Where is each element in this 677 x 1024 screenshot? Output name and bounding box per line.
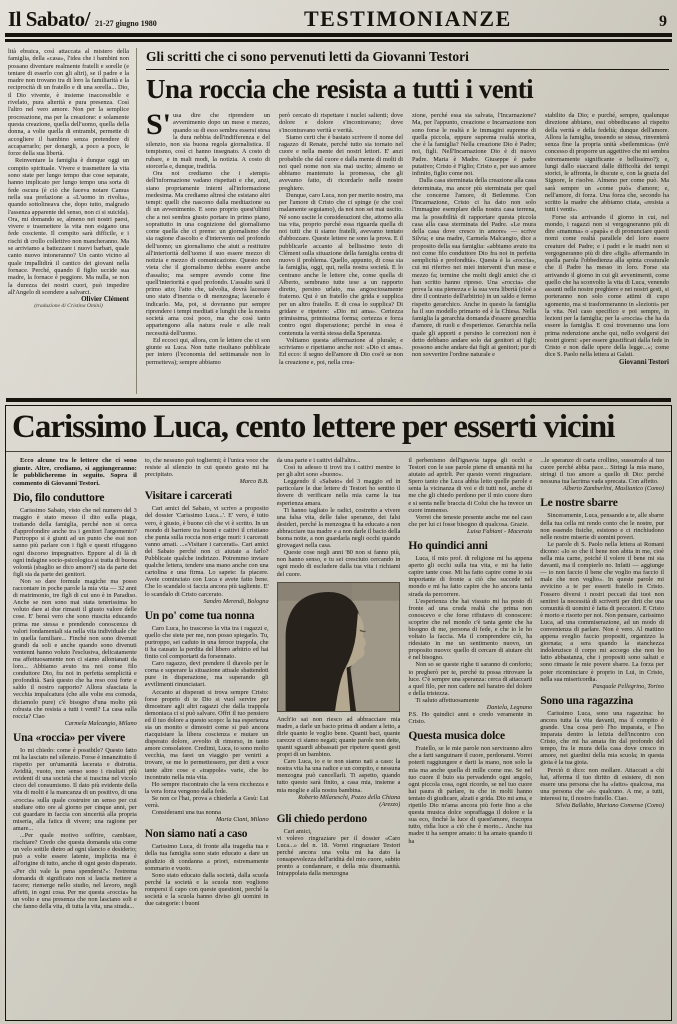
article-column: [146, 112, 270, 394]
letters-column: [277, 457, 401, 1007]
letter-paragraph: Vorrei che teneste presente anche me nel caso che per lui ci fosse bisogno di qualcosa. Grazie.: [408, 513, 533, 528]
masthead-section-title: TESTIMONIANZE: [303, 6, 512, 31]
letter-signature: Sandro Merendi, Bologna: [203, 597, 269, 605]
letter-signature: Luisa Fabiani - Macerata: [466, 527, 533, 535]
letter-subhead: Sono una ragazzina: [540, 694, 634, 707]
article-paragraph: Siamo certi che è bastato scrivere il nome del ragazzo di Renate, perché tutto sia tornato nel cuore e nella mente dei nostri lettori. E' anzi probabile che dal cuore e dalla mente di molti di noi quel nome non sia mai uscito; almeno se abbiamo mantenuto la promessa, che gli avevamo fatto, di ricordarlo nelle nostre preghiere.: [279, 133, 403, 192]
letter-paragraph: Sono stato educato dalla società, dalla scuola perché la società e la scuola non vogliono rompersi il capo con queste questioni, perché la società e la scuola hanno diviso gli uomini in due categorie: i buoni: [144, 871, 269, 908]
letter-paragraph: to, che nessuno può togliermi; è l'unica voce che resiste al silenzio in cui questo gesto mi ha precipitato.: [144, 457, 269, 479]
letter-signature: Carmela Malcangio, Milano: [64, 719, 137, 727]
letter-subhead: Questa musica dolce: [408, 730, 505, 743]
letter-paragraph: vi volevo ringraziare per il dossier «Caro Luca...» del n. 18. Vorrei ringraziare Testori perché ancora una volta mi ha dato la consapevolezza dell'aridità del mio cuore, subito pronto a condannare, e della mia disumanità. Intrappolata dalla menzogna: [276, 834, 401, 878]
drop-cap: S': [146, 112, 172, 141]
letter-paragraph: Caro Luca, io e te non siamo nati a caso: la nostra vita ha una radice e un compito, e nessuna menzogna può cancellarli. Ti aspetto, quando tutto questo sarà finito, a casa mia, insieme a mia moglie e alla nostra bambina.: [276, 758, 401, 794]
letter-paragraph: Queste cose negli anni '80 non si fanno più, non hanno senso, e tu sei cresciuto cercando in ogni modo di escludere dalla tua vita i richiami del cuore.: [276, 549, 401, 578]
article-paragraph: Dunque, caro Luca, non per merito nostro, ma per l'amore di Cristo che ci spinge (e che così malamente seguiamo), da noi non sei mai uscito. Né sono uscite le considerazioni che, attorno alla tua vita, proprio perché essa riguarda quella di noi tutti che ti siamo fratelli, avevamo tentato d'abbozzare. Queste lettere ne sono la prova. E il pubblicarle accanto al bellissimo testo di Clément sulla situazione della famiglia centra di nuovo il problema. Quello, appunto, di cosa sia la famiglia, oggi, qui, nella nostra società. E lo centrano anche le lettere che, come quella di Alberto, sembrano tutte tese a un rapporto diretto, persino urlato, ma angosciosamente fraterno. Qui è un fratello che grida e supplica per un altro fratello. E di cosa lo supplica? Di gridare e ripetere: «Dio mi ama». Certezza primissima, primissima forma; certezza e forza contro ogni disperazione; perché in essa è contenuta la verità stessa della Speranza.: [279, 191, 403, 337]
article-column: [545, 112, 669, 394]
clement-byline: Olivier Clément: [81, 295, 129, 304]
translation-note: (traduzione di Cristina Omini): [34, 303, 103, 310]
letters-headline: Carissimo Luca, cento lettere per esserti vicini: [6, 406, 671, 452]
luca-portrait-photo: [277, 582, 401, 712]
letter-paragraph: lità ebraica, così attaccata al mistero della famiglia, della «casa», l'idea che i bambini non possano diventare realmente fratelli e sorelle (e tentare di esserlo con gli altri), se il padre e la madre non trovano tra di loro la familiarità e la reciprocità di un fratello e di una sorella... Dio, il Dio vivente, è insieme inaccessibile e rivelato, pura alterità e pura presenza. Così l'altro nel vero amore. Non per la semplice procreazione, ma per la creazione: e solamente questa creazione, quella dell'uomo, quella della donna, a volte quella di entrambi, permette di accogliere il bambino senza pretendere di accaparrarlo; per donargli, a poco a poco, le forze della sua libertà.: [8, 48, 129, 158]
letter-subhead: Una «roccia» per vivere: [13, 731, 125, 744]
letter-paragraph: Fratello, se le mie parole non serviranno altro che a farti sanguinare il cuore, perdonami. Vorrei poterti raggiungere e darti la mano, non solo la mia ma anche quella di mille come me. Se nel tuo cuore il buio sta pervadendo ogni angolo, ogni piccola cosa, ogni ricordo, se nel tuo cuore hai paura di parlare, tu che in molti hanno tentato di giudicare, alzati e grida. Dio mi ama, e ripetilo Dio m'ama ancora più forte fino a che questa musica dolce sopraffagga il dolore e la sua eco, finché la luce di quest'amore, riscopra tutto, ridìa luce a ciò che è morto... Anche tua madre ti ha sempre amato: ti ha amato quando ti ha: [408, 745, 533, 845]
article-column: [412, 112, 536, 394]
letter-paragraph: Luca, il mio prof. di religione mi ha appena aperto gli occhi sulla tua vita, e mi ha fatto capire tante cose. Mi ha fatto capire come io sia importante di fronte a ciò che succede nel mondo e mi ha fatto capire che ho ancora tanta strada da percorrere.: [408, 555, 533, 598]
article-paragraph: stabilito da Dio; e purché, sempre, qualunque direzione abbiano, essi obbediscano al rispetto della verità e della fedeltà; dunque dell'amore. Allora la famiglia, tessendo se stessa, rinventerà senza fine la propria unità «betlemmica» (m'è concesso di proporre un aggettivo che mi sembra estremamente significante e bellissimo?); e, lungi dallo staccarsi dalle difficoltà dei tempi storici, le affronta, le discute e, con la grazia del Signore, le risolve. Almeno per come può. Ma sarà sempre un «come può» d'amore; e, nell'amore, di forza. Una forza che, secondo ha scritto la madre che abbiamo citata, «resista a tutti i venti».: [545, 112, 669, 214]
letter-paragraph: P.S. Ho quindici anni e credo veramente in Cristo.: [408, 711, 533, 726]
letter-subhead: Le nostre sbarre: [540, 497, 618, 510]
letter-signature: Alberto Zamburlini, Maslianico (Como): [562, 485, 664, 493]
masthead: [0, 0, 677, 32]
letter-paragraph: Carissimo Luca, sono una ragazzina: ho ancora tutta la vita davanti, ma il compito è grande. Una cosa però l'ho imparata, e l'ho imparata dentro la letizia dell'incontro con Cristo, che mi ha amata fin dal profondo del tempo, fra le mura della casa dove cresco in amore, nei giardini della mia scuola; in questa gioia è la tua gioia.: [540, 709, 664, 767]
letter-paragraph: ...Per quale motivo soffrire, cambiare, rischiare? Credo che questa domanda stia come un velo sottile dietro ad ogni slancio e desiderio; può a volte essere latente, implicita ma è all'origine di tutto, anche di ogni gesto disperato. «Per chi vale la pena spendersi?»: l'estrema domanda di significato non si lascia mettere a tacere; riemerge nello studio, nel lavoro, negli affetti, in ogni cosa. Per me questa «roccia» ha un volto e una presenza che non lasciano soli e che fanno della vita, di tutta la vita, una strada...: [13, 832, 137, 910]
letter-signature: Roberto Milaneschi, Pozzo della Chiana (Arezzo): [298, 793, 401, 808]
letter-signature: Silvia Ballabio, Mariano Comense (Como): [555, 802, 664, 810]
letters-column: [145, 457, 269, 1007]
letter-paragraph: Carissimo Sabato, visto che nel numero del 3 maggio è stato messo il dito sulla piaga, trattando della famiglia, perché non si cerca d'approfondire anche tra i genitori l'argomento? Purtroppo si è giunti ad un punto che essi non sanno più parlare con i figli e questi rifuggono ogni discorso impegnativo. Eppure al di là di ogni indagine socio-psicologica si tratta di buona volontà (sbaglio se dico amore?) sia da parte dei figli sia da parte dei genitori.: [13, 507, 137, 578]
letter-paragraph: Anch'io sai non riesco ad abbracciare mia madre, a darle un bacio prima di andare a letto, a dirle quanto le voglio bene. Quanti baci, quante carezze ci siamo negati; quante parole non dette, quanti sguardi abbassati per ripetere questi gesti propri di un bambino.: [276, 715, 401, 759]
masthead-page-number: 9: [659, 13, 667, 30]
letter-paragraph: Sinceramente, Luca, pensando a te, alle sbarre della tua cella mi rendo conto che le nostre, pur non essendo fisiche, esistono e ci rinchiudono nelle nostre miserie di uomini poveri.: [540, 512, 664, 541]
letter-paragraph: Considerami una tua nonna: [151, 809, 221, 817]
letter-paragraph: Io mi chiedo: come è possibile? Questo fatto mi ha lasciato nel silenzio. Forse è innanzitutto il rispetto per un'umanità lacerata e distrutta. Avidità, vuoto, non senso sono i risultati più evidenti di una società che si trascina nel vicolo cieco del consumismo. Il dato più evidente della vita di molti è la mancanza di un positivo, di una «roccia» sulla quale costruire un senso per cui studiare otto ore al giorno per cinque anni, per cui guardare in faccia con sincerità alla propria miseria, alla fatica di vivere; una ragione per amare...: [13, 746, 137, 832]
article-paragraph: S' usa dire che riprendere un avvenimento dopo un mese e mezzo, quando su di esso sembra essersi stesa la dura nebbia dell'indifferenza e del silenzio, non sia buona regola giornalistica. Il tempismo, così ci hanno insegnato. A costo di rubare, e in mali modi, la notizia. A costo di storcerla e, dunque, tradirla.: [146, 112, 270, 170]
letter-paragraph: Ho sempre riscontrato che la vera ricchezza e la vera forza vengono dalla fede.: [144, 780, 269, 795]
article-paragraph: Ed eccoci qui, allora, con le lettere che ci son giunte su Luca. Non tutte risultano pubblicate per intero (l'economia del settimanale non lo permetteva); sempre abbiamo: [146, 336, 270, 366]
letter-paragraph: Perciò ti dico: non mollare. Attaccati a chi hai, afferma il tuo diritto di esistere, di non essere una persona che ha «fatto» qualcosa, ma una persona che «è» qualcuno. A me, a tutti, interessi tu, il nostro fratello. Ciao.: [540, 766, 664, 802]
letter-signature: Marco B.B.: [239, 478, 269, 486]
letter-paragraph: Leggendo il «Sabato» del 3 maggio ed in particolare le due lettere di Testori ho sentito il dovere di verificare nella mia carne la tua esperienza amara.: [276, 478, 401, 507]
article-paragraph: Forse sta arrivando il giorno in cui, nel mondo, i ragazzi non si vergogneranno più di dire «mamma» o «papà» e di pronunciare questi nomi come realtà parallele del loro essere creature del Padre; e i padri e le madri non si vergogneranno più di dire «figli» affermando in quella parola l'obbedienza alla spinta creaturale che il Padre ha messo in loro. Forse sta arrivando il giorno in cui gli avvenimenti, come quello che ha sconvolto la vita di Luca, venendo assunti nelle nostre preghiere e nei nostri gesti, si porteranno non solo come attimi di cupo sgomento, ma si trasformeranno in «lezioni» per la vita. Nel caso specifico e poi sempre, in lezioni per la famiglia; per la «roccia» che ha da essere la famiglia. E così troveranno una loro prima redenzione anche qui, nello svolgersi dei nostri giorni: «per essere giustificati dalla fede in Cristo e non dalle opere della legge...»; come dice S. Paolo nella lettera ai Galati.: [545, 213, 669, 359]
masthead-rule: [5, 33, 672, 42]
letter-subhead: Dio, filo conduttore: [13, 492, 105, 504]
letter-paragraph: Cari amici,: [283, 827, 312, 835]
letter-signature: Maria Ciani, Milano: [215, 816, 269, 824]
article-paragraph: però cercato di rispettare i nuclei salienti; dove dolore e dolore s'incontravano; dove s'incontravano verità e verità.: [279, 112, 403, 134]
letter-subhead: Ho quindici anni: [408, 540, 488, 553]
letters-column: [13, 457, 137, 1007]
letter-subhead: Gli chiedo perdono: [276, 812, 367, 825]
letter-paragraph: Ti saluto affettuosamente: [415, 696, 480, 704]
masthead-title: Il Sabato/: [8, 7, 90, 31]
letter-paragraph: L'esperienza che hai vissuto mi ha posto di fronte ad una cruda realtà che prima non conoscevo e che forse rifiutavo di conoscere: scoprire che nel mondo c'è tanta gente che ha bisogno di me, persona di fede, e che io le ho voltato la faccia. Ma il comprendere ciò, ha ridestato in me un sentimento nuovo, un proposito nuovo: quello di cercare di aiutare chi è nel bisogno.: [408, 597, 533, 662]
letter-paragraph: Non so dare formule magiche ma posso raccontare in poche parole la mia vita — 32 anni di matrimonio, tre figli di cui uno è in Paradiso. Anche se non sono mai stata tenerissima ho voluto dare ai due rimasti il giusto valore delle cose. E' bensì vero che sono riuscita educando prima me stessa e prendendo conoscenza di valori fondamentali sia nella vita individuale che in quella familiare... Finché non sono divenuti grandi da soli e anche quando sono divenuti ventenni hanno voluto l'esclusiva, delicatamente ma affettuosamente non ci siamo allontanati da loro... Abbiamo avuto tra noi come filo conduttore Dio, fra noi in perfetta semplicità e profondità. Sarà questo che ha reso così forte e saldo il nostro rapporto? Allora sfasciata la vecchia impalcatura (che alle volte era comoda, diciamolo pure) c'è bisogno d'una molto più robusta che resista a tutti i venti? La casa sulla roccia? Ciao: [13, 577, 137, 720]
letter-paragraph: Reinventare la famiglia è dunque oggi un compito spirituale. Vivere e trasmettere la vita sono state per lungo tempo due cose separate, hanno implicato per lungo tempo una sorta di fede oscura (è ciò che faceva notare Camus nella sua prefazione a «L'uomo in rivolta», quando sottolineava che, dopo tutto, malgrado l'assenza apparente del senso, non ci si suicida). Ora, mi domando se, almeno nei nostri paesi, vivere e trasmettere la vita non esigano una fede cosciente. Il compito sarà difficile, e i rischi di crollo collettivo non mancheranno. Ma se arriviamo a battezzare i nuovi barbari, quale canto nuovo intoneranno? Un canto vicino al quale impallidirà il cantico dei giovani nella fornace. Perché, quando il figlio uccide sua madre, la fornace è peggiore. Ma nulla, se non la durezza dei nostri cuori, può impedire all'Angelo di scendere a salvarci.: [8, 157, 129, 296]
article-kicker: Gli scritti che ci sono pervenuti letti da Giovanni Testori: [146, 48, 669, 70]
article-paragraph: Dalla casa sterminata della creazione alla casa determinata, ma ancor più sterminata per quel che concerne l'amore, di Betlemme. Con l'Incarnazione, Cristo ci ha dato non solo l'immagine esemplare della nostra casa terrena, ma la possibilità di rapportare questa piccola casa alla casa sterminata del Padre. «Le mura della casa dove cresco in amore» — scrive Silvia; e una madre, Carmela Malcangio, dice a proposito della sua famiglia: «abbiamo avuto tra noi come filo conduttore Dio fra noi in perfetta semplicità e profondità». Questa è la «roccia», cui mi riferivo nei miei interventi d'un mese e mezzo fa; termine che molti degli amici che ci han scritto hanno ripreso. Una «roccia» che prova la sua pienezza e la sua vera libertà (cioè a dire il contrario dell'arbitrio) in un saldo e fermo rispetto gerarchico. Anche in questo la famiglia ha il suo modello primario ed è la Chiesa. Nella famiglia la gerarchia domanda d'essere gerarchia d'amore, di ruoli e d'esperienze. Gerarchia nella quale gli apporti e persino le correzioni non è detto debbano andare solo dai genitori ai figli; possono anche andare dai figli ai genitori; pur di non sovvertire l'ordine naturale e: [412, 177, 536, 359]
letter-subhead: Un po' come tua nonna: [144, 609, 255, 622]
letter-paragraph: da una parte e i cattivi dall'altra...: [276, 457, 361, 464]
article-byline: Giovanni Testori: [619, 357, 669, 366]
letters-section: [5, 405, 672, 1021]
letter-signature: Pasquale Pellegrino, Torino: [592, 682, 664, 690]
letters-intro: Ecco alcune tra le lettere che ci sono giunte. Altre, crediamo, si aggiungeranno: le pubblicheremo in seguito. Sopra il commento di Giovanni Testori.: [13, 457, 137, 487]
letter-paragraph: Caro ragazzo, devi prendere il diavolo per le corna e superare la situazione attuale sbattendoti pure in disperazione, ma superando gli avvilimenti rinunciatari.: [144, 660, 269, 689]
section-divider-rule: [6, 398, 671, 402]
letter-signature: Daniela, Legnano: [486, 704, 533, 711]
article-paragraph: Voltiamo questa affermazione al plurale; e scriviamo e ripetiamo anche noi: «Dio ci ama». Ed ecco: il segno dell'amore di Dio cos'è se non la creazione e, poi, nella crea-: [279, 336, 403, 366]
article-columns: [146, 112, 669, 394]
article-paragraph: Ora noi crediamo che i «tempi» dell'informazione vadano rispettati e che, anzi, siano propriamente interni all'informazione medesima. Ma crediamo altresì che esistano altri tempi: quelli che nascono dalla meditazione su di un avvenimento. E sono proprio quest'ultimi che a noi sembra giusto portare in primo piano, soprattutto in una cognizione del giornalismo come quella che ci preme: un giornalismo che sia ragione d'ascolto e d'intervento nel profondo dell'uomo; un giornalismo che aiuti a restituire all'interiorità dell'uomo il suo essere mezzo di notizia e mezzo di comunicazione. Questo non vieta che il giornalismo debba essere anche d'assalto; ma sempre avendo come fine quell'interiorità e quel profondo. L'assalto sarà il primo atto; l'atto che, talvolta, dovrà lacerare uno stato d'inerzia o di menzogna; lacerarlo è indicarlo. Ma, poi, si dovranno pur sempre riprendere i tempi meditati e lunghi che la nostra società ama così poco, ma che così tanto appartengono alla natura reale e alle reali necessità dell'uomo.: [146, 170, 270, 337]
top-section: [0, 42, 677, 398]
letter-paragraph: ...le speranze di carta crollino, sussurralo al tuo cuore perché abbia pace... Stringi la mia mano, stringi il tuo amore a quello di Dio: perché nessuna tua lacrima vada sprecata. Con affetto.: [540, 457, 664, 486]
article-paragraph: zione, perché essa sia salvata, l'Incarnazione? Ma, per l'appunto, creazione e Incarnazione non sono forse le realtà e le immagini supreme di quella piccola, eppure suprema realtà storica, che è la famiglia? Nella creazione Dio è Padre; noi, figli. Nell'Incarnazione Dio è di nuovo Padre. Maria è Madre. Giuseppe è padre putativo; Cristo è Figlio; Cristo e, per suo amore infinito, figlio come noi.: [412, 112, 536, 177]
letter-paragraph: il perbenismo dell'ignavia tappa gli occhi e Testori con le sue parole piene di umanità mi ha aiutato ad aprirli. Per questo vorrei ringraziare. Spero tanto che Luca abbia letto quelle parole e senta la vicinanza di voi e di tutti noi, anche di me che gli chiedo perdono per il mio cuore duro e si senta nelle braccia di Colui che ha invece un cuore immenso.: [408, 457, 533, 514]
article-column: [279, 112, 403, 394]
letter-paragraph: Se non ce l'hai, prova a chiederla a Gesù: Lui verrà.: [144, 794, 269, 810]
clement-letter-column: [8, 48, 137, 394]
letters-columns: [6, 452, 671, 1012]
letter-paragraph: Le parole di S. Paolo nella lettera ai Romani dicono: «Io so che il bene non abita in me, cioè nella mia carne, poiché il volere il bene mi sta davanti, ma il compierlo no. Infatti — aggiunge — io non faccio il bene che voglio ma faccio il male che non voglio». In queste parole mi avvicino a te per esserti fratello in Cristo. Fossero diversi i nostri peccati dai tuoi non sentirei la necessità di scriverti per dirti che una comunità di uomini è fatta di peccatori. E Cristo è morto e risorto per noi. Non pensare, carissimo Luca, ad una commiserazione, ad un modo di convenienza di parlare. Non è vero. Al mattino appena sveglio faccio propositi, organizzo la giornata; a sera quando la stanchezza indolenzisce il corpo mi accorgo che non ho fatto abbastanza, che i propositi sono saltati e sono rimaste le mie povere sbarre. La forza per poter ricominciare è proprio in Lui, in Cristo, nella sua misericordia.: [540, 540, 664, 683]
main-article: [146, 48, 669, 394]
letter-paragraph: Cari amici del Sabato, vi scrivo a proposito del dossier 'Carissimo Luca...'. E' vero, è tutto vero, è giusto, è buono ciò che vi è scritto. In un mondo di barriere tra buoni e cattivi il cristiano che punta sulla roccia non erige muri: i carcerati vanno amati. ...«Visitare i carcerati». Cari amici del Sabato perché non ci aiutate a farlo? Pubblicate qualche indirizzo. Potremmo inviare qualche lettera, tendere una mano anche con una cartolina e una firma. Lo sapete: fa piacere. Avete cominciato con Luca e avete fatto bene. Che lo scandalo si faccia ancora più tagliente. E' lo scandalo di Cristo carcerato.: [144, 505, 269, 598]
letter-paragraph: Accanto ai disperati si trova sempre Cristo: forse proprio di te Dio si vuol servire per dimostrare agli altri ragazzi che dalla trappola demoniaca ci si può salvare. Offri il tuo pensiero ed il tuo dolore a questo scopo: la tua esperienza sia un monito e dimostri come si può ancora riacquistare la libera coscienza e mutare un disperato dolore, avvolto di rimorso, in tanto amore consolatore. Credimi, Luca, io sono molto vecchia, ma farei un viaggio per venirti a trovare, se me lo permettessero, per dirti a voce tante altre cose e «trappole» varie, che ho incontrato nella mia vita.: [144, 688, 269, 781]
main-article-headline: Una roccia che resista a tutti i venti: [146, 74, 534, 104]
letter-paragraph: Carissimo Luca, di fronte alla tragedia tua e della tua famiglia sono stato educato a dare un giudizio di condanna a priori, estremamente sommario e vuoto.: [144, 843, 269, 872]
masthead-date: 21-27 giugno 1980: [94, 19, 157, 28]
letter-paragraph: Caro Luca, ho trascorso la vita tra i ragazzi e, quello che siete per me, non posso spiegarlo. Tu, purtroppo, sei caduto in una feroce trappola, che ti ha causato la perdita del libero arbitrio ed hai finito col comportarti da forsennato.: [144, 624, 269, 661]
letter-paragraph: Non so se queste righe ti saranno di conforto; io pregherò per te, perché tu possa ritrovare la luce. C'è sempre una speranza: cerca di attaccarti a quel filo, per non cadere nel baratro del dolore e della tristezza.: [408, 661, 533, 697]
letter-subhead: Non siamo nati a caso: [144, 828, 248, 841]
letters-column: [408, 457, 532, 1007]
letters-column: [540, 457, 664, 1007]
letter-subhead: Visitare i carcerati: [144, 490, 232, 503]
letter-paragraph: Così tu adesso ti trovi tra i cattivi mentre io per gli altri sono «buono».: [276, 464, 401, 479]
letter-paragraph: Ti hanno tagliato le radici, costretto a vivere una falsa vita, delle false speranze, dei falsi desideri, perché la menzogna ti ha educato a non abbracciare tua madre e a non darle il bacio della buona notte, a non guardarla negli occhi quando girovagavi nella casa.: [276, 506, 401, 550]
